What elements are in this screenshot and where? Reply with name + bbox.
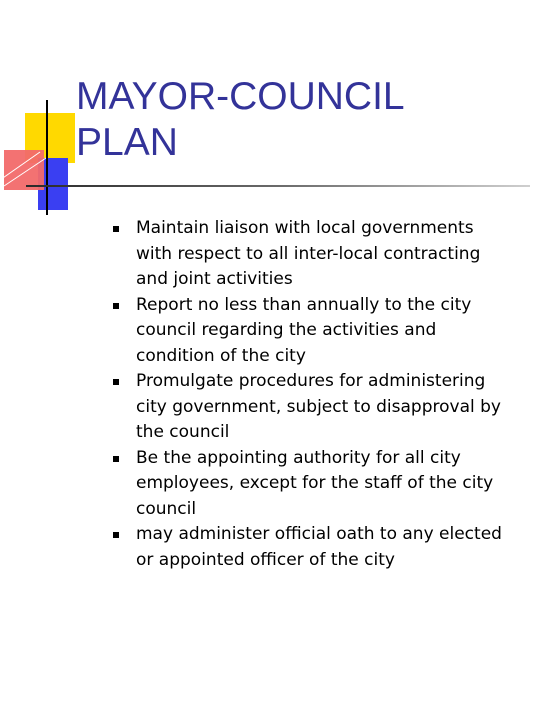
bullet-text-line: and joint activities	[136, 269, 293, 289]
bullet-square-icon	[113, 379, 119, 385]
title-line-2: PLAN	[76, 121, 178, 164]
title-divider-line	[26, 185, 530, 187]
bullet-text-line: the council	[136, 422, 230, 442]
bullet-item-oath	[111, 522, 531, 573]
bullet-text-line: Report no less than annually to the city	[136, 294, 472, 315]
bullet-text-line: council regarding the activities and	[136, 320, 437, 340]
bullet-square-icon	[113, 456, 119, 462]
bullet-square-icon	[113, 303, 119, 309]
bullet-text-line: city government, subject to disapproval by	[136, 396, 501, 417]
bullet-text-line: Promulgate procedures for administering	[136, 371, 486, 391]
bullet-text-line: may administer official oath to any elected	[136, 524, 502, 544]
bullet-text-line: Be the appointing authority for all city	[136, 447, 461, 468]
bullet-item-report	[111, 293, 531, 370]
bullet-square-icon	[113, 532, 119, 538]
bullet-item-procedures	[111, 369, 531, 446]
bullet-text-line: Maintain liaison with local governments	[136, 218, 474, 238]
bullet-square-icon	[113, 226, 119, 232]
bullet-text-line: condition of the city	[136, 345, 306, 366]
logo-diagonal-lines	[0, 150, 48, 190]
bullet-item-liaison	[111, 216, 531, 293]
bullet-text-line: council	[136, 498, 197, 519]
title-line-1: MAYOR-COUNCIL	[76, 75, 405, 118]
bullet-item-appointing	[111, 446, 531, 523]
bullet-text-line: or appointed officer of the city	[136, 549, 395, 570]
bullet-list	[111, 216, 531, 573]
page-title	[76, 74, 516, 166]
bullet-text-line: with respect to all inter-local contracting	[136, 243, 481, 264]
bullet-text-line: employees, except for the staff of the city	[136, 473, 494, 493]
logo-vertical-line	[46, 100, 48, 215]
